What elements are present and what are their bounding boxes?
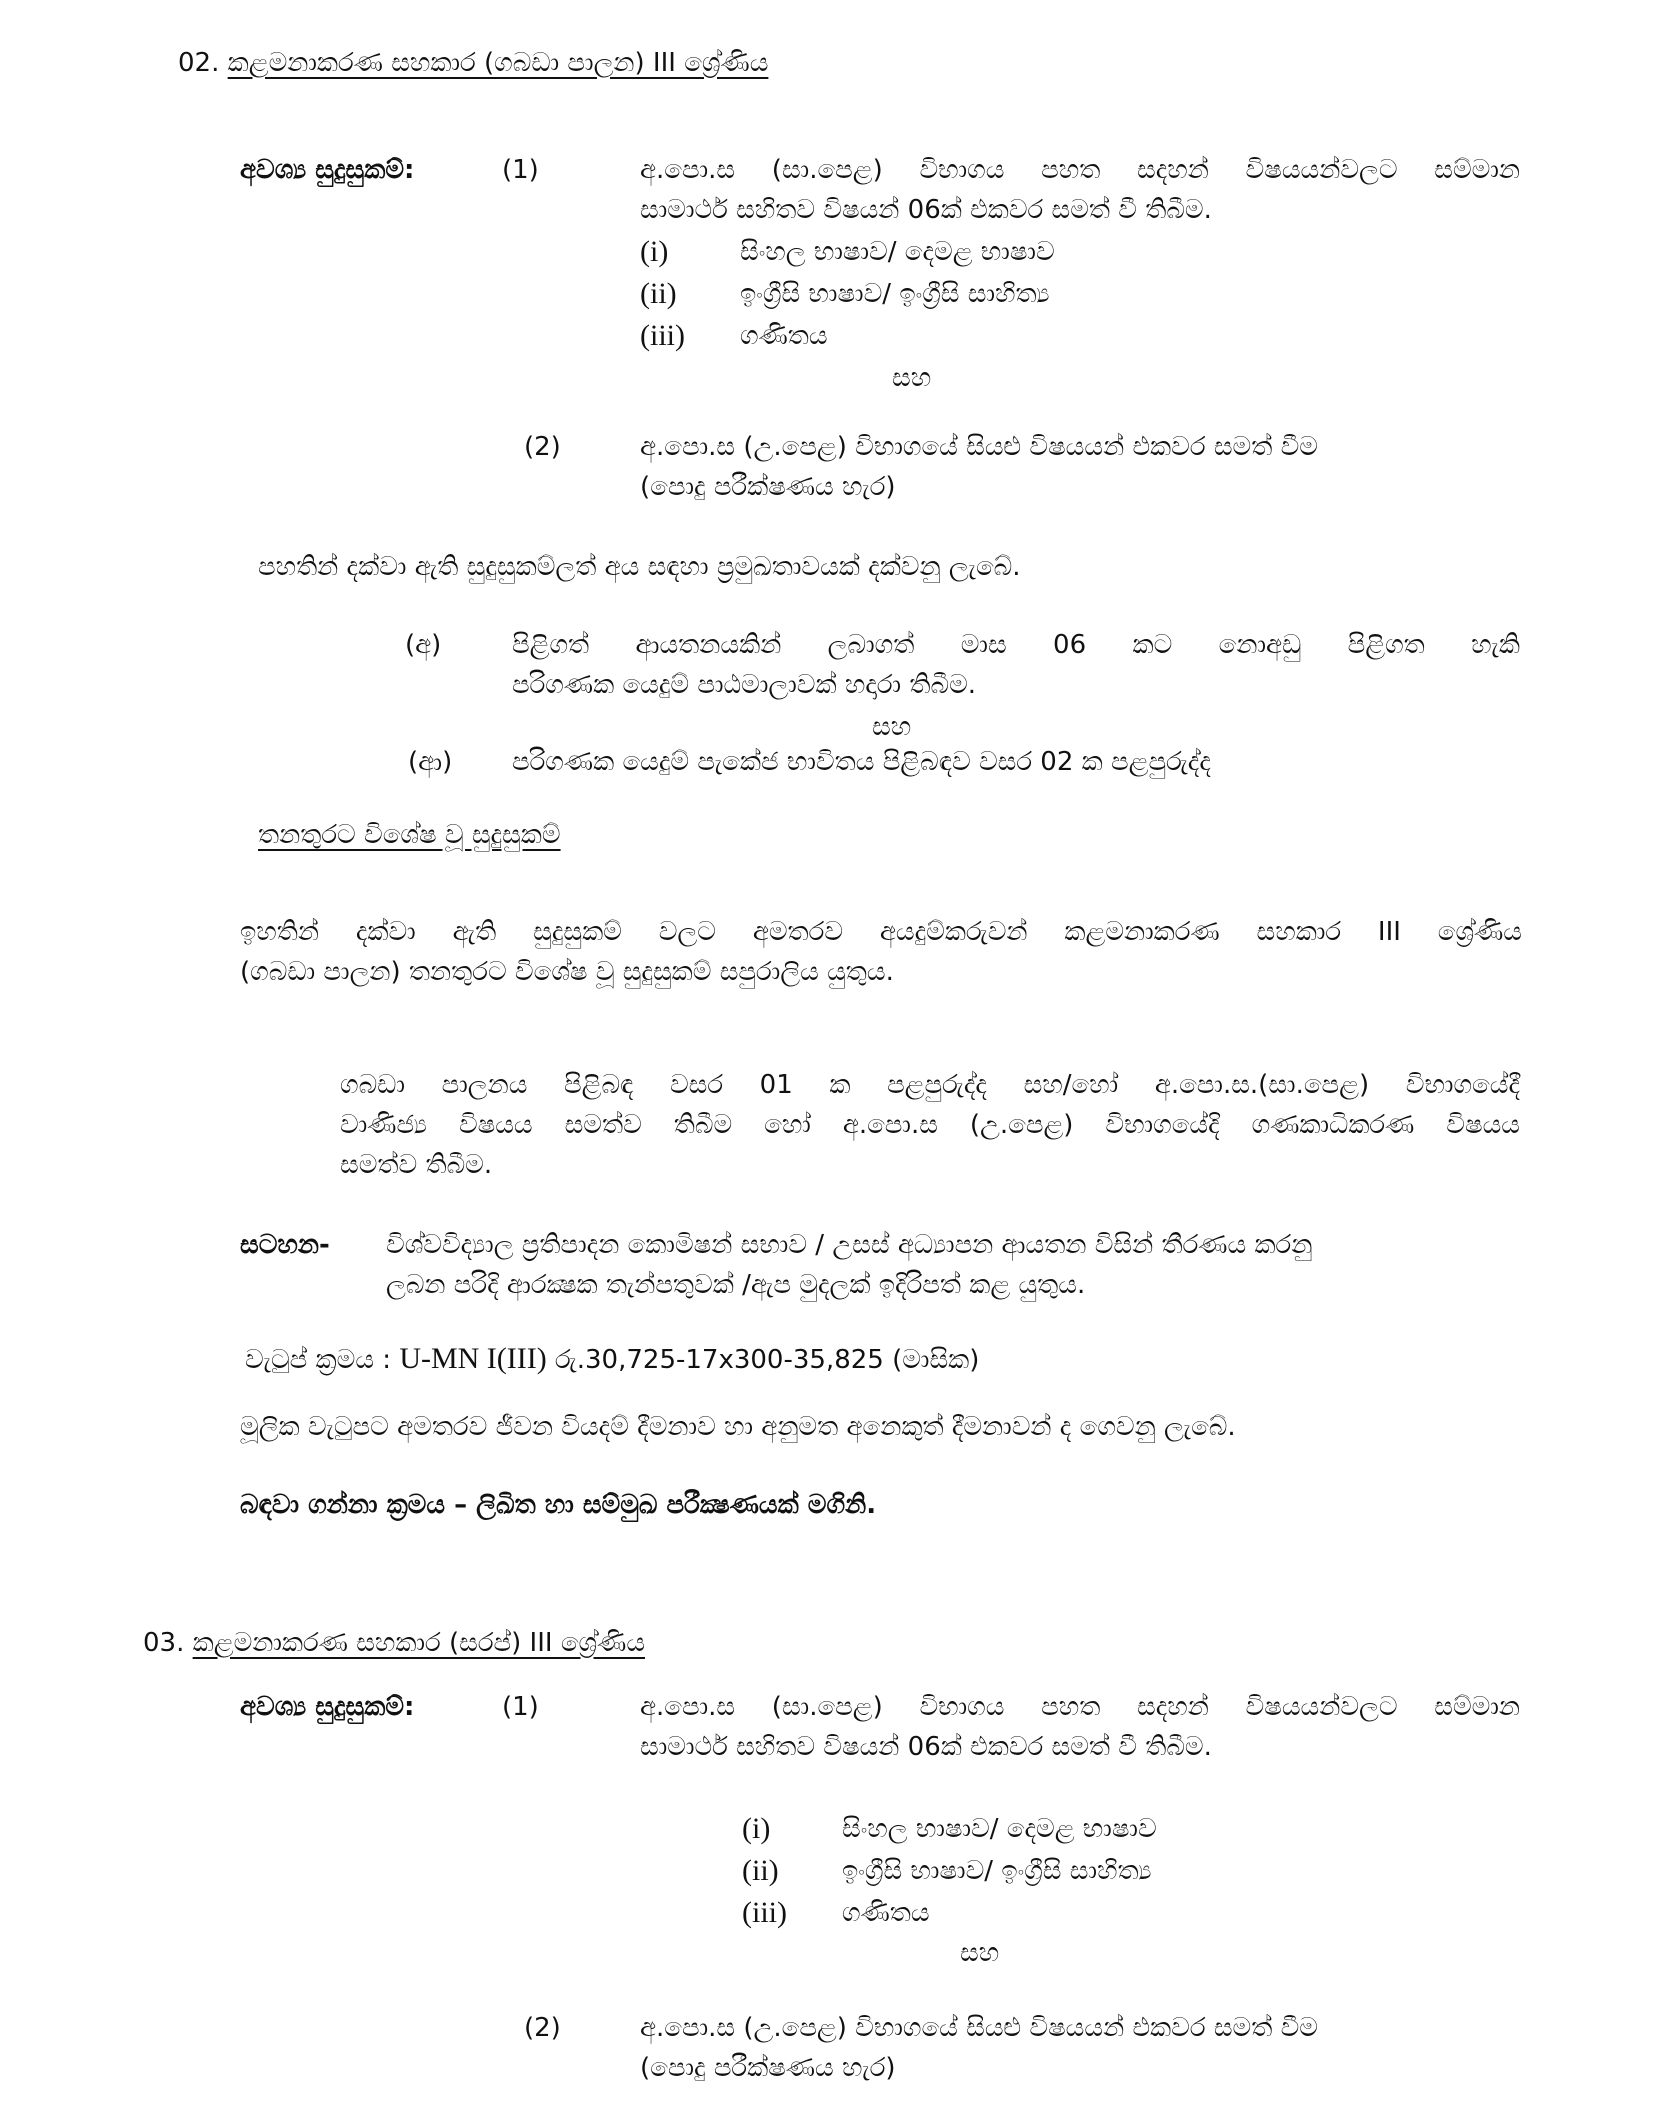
special-qualifications-heading: තනතුරට විශේෂ වූ සුදුසුකම් [258,820,561,850]
special-line-1: ඉහතින් දක්වා ඇති සුදුසුකම් වලට අමතරව අයදුම්කරුවන් කළමනාකරණ සහකාර III ශ්‍රේණිය [240,917,1522,947]
subject-text: ඉංග්‍රීසි භාෂාව/ ඉංග්‍රීසි සාහිත්‍ය [842,1856,1152,1886]
requirement-1-line-2: සාමාර්ථ සහිතව විෂයන් 06ක් එකවර සමත් වී තිබීම. [640,195,1212,225]
subject-text: ඉංග්‍රීසි භාෂාව/ ඉංග්‍රීසි සාහිත්‍ය [740,279,1050,309]
requirement-1-number: (1) [502,1692,539,1722]
subject-number: (iii) [742,1896,787,1929]
and-text: සහ [872,712,912,742]
priority-a-line-1: පිළිගත් ආයතනයකින් ලබාගත් මාස 06 කට නොඅඩු පිළිගත හැකි [512,630,1520,660]
subject-text: සිංහල භාෂාව/ දෙමළ භාෂාව [842,1814,1157,1844]
salary-scale: රු.30,725-17x300-35,825 [555,1345,884,1375]
subject-text: ගණිතය [842,1898,930,1928]
section-title: කළමනාකරණ සහකාර (ගබඩා පාලන) III ශ්‍රේණිය [227,48,769,78]
priority-b-text: පරිගණක යෙදුම් පැකේජ භාවිතය පිළිබඳව වසර 02 ක පළපුරුද්ද [512,747,1211,777]
requirement-2-line-2: (පොදු පරීක්ෂණය හැර) [640,472,896,502]
section-title: කළමනාකරණ සහකාර (සරප්) III ශ්‍රේණිය [192,1628,646,1658]
subject-text: සිංහල භාෂාව/ දෙමළ භාෂාව [740,237,1055,267]
note-line-1: විශ්වවිද්‍යාල ප්‍රතිපාදන කොමිෂන් සභාව / උසස් අධ්‍යාපන ආයතන විසින් තීරණය කරනු [386,1230,1313,1260]
allowance-text: මූලික වැටුපට අමතරව ජීවන වියදම් දීමනාව හා අනුමත අනෙකුත් දීමනාවන් ද ගෙවනු ලැබේ. [240,1412,1236,1442]
subject-text: ගණිතය [740,321,828,351]
priority-b-number: (ආ) [408,747,453,777]
subject-number: (ii) [742,1854,779,1887]
subject-number: (ii) [640,277,677,310]
recruitment-method: බඳවා ගන්නා ක්‍රමය – ලිඛිත හා සම්මුඛ පරීක්‍ෂණයක් මගිනි. [240,1490,877,1520]
special-line-2: (ගබඩා පාලන) තනතුරට විශේෂ වූ සුදුසුකම් සපුරාලිය යුතුය. [240,957,894,987]
subject-number: (iii) [640,319,685,352]
store-experience-line-2: වාණිජ්‍ය විෂයය සමත්ව තිබීම හෝ අ.පො.ස (උ.පෙළ) විභාගයේදි ගණකාධිකරණ විෂයය [340,1110,1520,1140]
note-label: සටහන- [240,1230,330,1260]
salary-period: (මාසික) [892,1345,980,1375]
requirement-2-line-1: අ.පො.ස (උ.පෙළ) විභාගයේ සියළු විෂයයන් එකවර සමත් වීම [640,2013,1318,2043]
and-text: සහ [892,363,932,393]
note-line-2: ලබන පරිදි ආරක්‍ෂක තැන්පතුවක් /ඇප මුදලක් ඉදිරිපත් කළ යුතුය. [386,1270,1086,1300]
subject-number: (i) [742,1812,771,1845]
salary-label: වැටුප් ක්‍රමය : [245,1345,392,1375]
priority-a-line-2: පරිගණක යෙදුම් පාඨමාලාවක් හදාරා තිබීම. [512,670,977,700]
requirement-2-number: (2) [524,432,561,462]
requirement-1-line-1: අ.පො.ස (සා.පෙළ) විභාගය පහත සදහන් විෂයයන්වලට සම්මාන [640,1692,1520,1722]
salary-code: U-MN I(III) [399,1342,547,1375]
and-text: සහ [960,1938,1000,1968]
section-03-heading [143,1628,645,1659]
requirement-1-number: (1) [502,155,539,185]
section-02-heading [178,48,768,79]
required-qualifications-label: අවශ්‍ය සුදුසුකම්: [240,155,415,185]
requirement-2-line-2: (පොදු පරීක්ෂණය හැර) [640,2053,896,2083]
store-experience-line-3: සමත්ව තිබීම. [340,1150,493,1180]
salary-line [245,1342,979,1376]
store-experience-line-1: ගබඩා පාලනය පිළිබඳ වසර 01 ක පළපුරුද්ද සහ/හෝ අ.පො.ස.(සා.පෙළ) විභාගයේදී [340,1070,1520,1100]
requirement-1-line-1: අ.පො.ස (සා.පෙළ) විභාගය පහත සදහන් විෂයයන්වලට සම්මාන [640,155,1520,185]
section-number: 02. [178,48,220,78]
section-number: 03. [143,1628,185,1658]
subject-number: (i) [640,235,669,268]
requirement-1-line-2: සාමාර්ථ සහිතව විෂයන් 06ක් එකවර සමත් වී තිබීම. [640,1732,1212,1762]
priority-text: පහතින් දක්වා ඇති සුදුසුකම්ලත් අය සඳහා ප්‍රමුඛතාවයක් දක්වනු ලැබේ. [258,552,1021,582]
required-qualifications-label: අවශ්‍ය සුදුසුකම්: [240,1692,415,1722]
requirement-2-number: (2) [524,2013,561,2043]
requirement-2-line-1: අ.පො.ස (උ.පෙළ) විභාගයේ සියළු විෂයයන් එකවර සමත් වීම [640,432,1318,462]
priority-a-number: (අ) [405,630,442,660]
